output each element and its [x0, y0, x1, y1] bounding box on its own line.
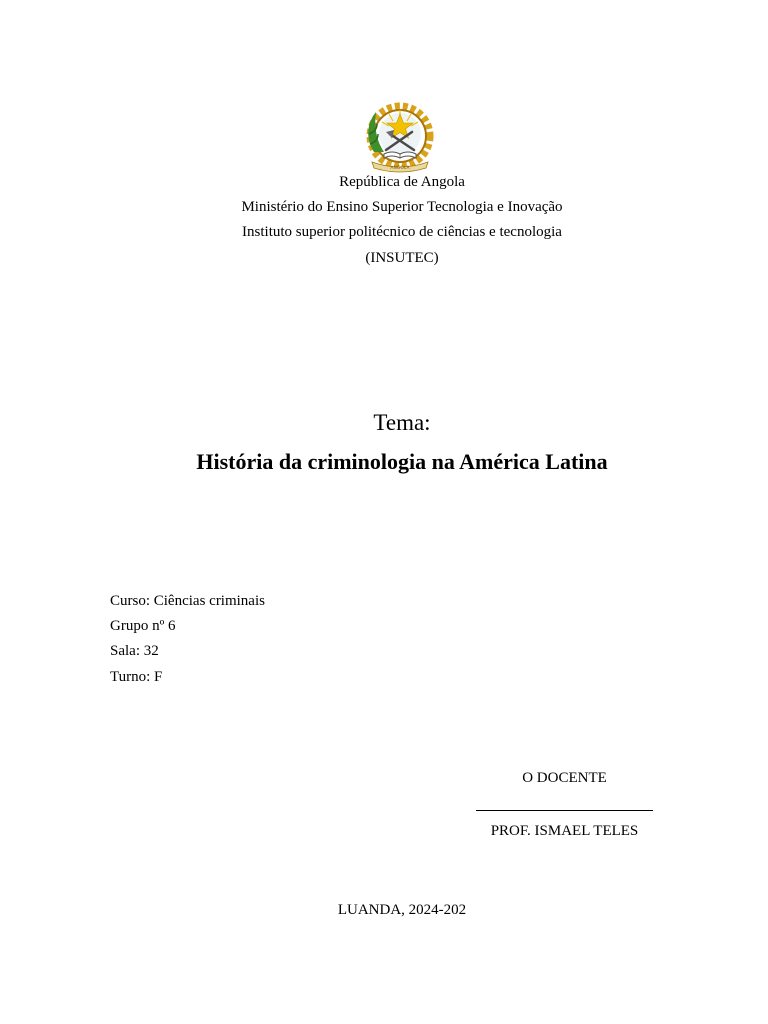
emblem-banner-text: ANGOLA — [390, 166, 410, 171]
signature-role: O DOCENTE — [522, 770, 607, 786]
document-title: História da criminologia na América Latina — [196, 449, 608, 474]
header-country: República de Angola — [339, 174, 465, 190]
signature-name: PROF. ISMAEL TELES — [490, 823, 639, 839]
shift-line: Turno: F — [110, 669, 163, 685]
group-line: Grupo nº 6 — [110, 618, 176, 634]
room-line: Sala: 32 — [110, 643, 159, 659]
signature-line — [476, 810, 653, 811]
header-acronym: (INSUTEC) — [365, 250, 439, 266]
header-ministry: Ministério do Ensino Superior Tecnologia e Inovação — [241, 199, 563, 215]
angola-coat-of-arms-icon — [362, 100, 438, 176]
ribbon-banner — [372, 162, 428, 172]
header-institute: Instituto superior politécnico de ciências e tecnologia — [242, 224, 562, 240]
footer-place-date: LUANDA, 2024-202 — [337, 902, 467, 918]
course-line: Curso: Ciências criminais — [110, 593, 265, 609]
subject-label: Tema: — [373, 410, 431, 435]
